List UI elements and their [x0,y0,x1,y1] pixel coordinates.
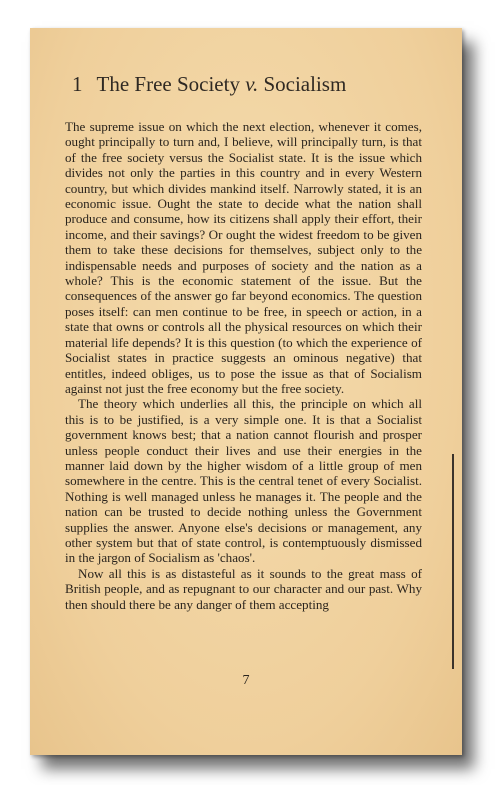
chapter-title-versus: v. [245,72,259,96]
chapter-title-end: Socialism [258,72,347,96]
paragraph-2: The theory which underlies all this, the principle on which all this is to be justified, is a very simple one. It is that a Socialist government knows best; that a nation cannot flourish and prosper unless people conduct their lives and use their energies in the manner laid down by the higher wisdom of a little group of men somewhere in the centre. This is the central tenet of every Socialist. Nothing is well managed unless he manages it. The people and the nation can be trusted to decide nothing unless the Government supplies the answer. Anyone else's decisions or management, any other system but that of state control, is contemptuously dismissed in the jargon of Socialism as 'chaos'. [65,396,422,566]
paragraph-1: The supreme issue on which the next election, whenever it comes, ought principally to turn and, I believe, will principally turn, is that of the free society versus the Socialist state. It is the issue which divides not only the parties in this country and in every Western country, but which divides mankind itself. Narrowly stated, it is an economic issue. Ought the state to decide what the nation shall produce and consume, how its citizens shall apply their effort, their income, and their savings? Or ought the widest freedom to be given them to take these decisions for themselves, subject only to the indispensable needs and purposes of society and the nation as a whole? This is the economic statement of the issue. But the consequences of the answer go far beyond economics. The question poses itself: can men continue to be free, in speech or action, in a state that owns or controls all the physical resources on which their material life depends? It is this question (to which the experience of Socialist states in practice suggests an ominous negative) that entitles, indeed obliges, us to pose the issue as that of Socialism against not just the free economy but the free society. [65,119,422,396]
book-page [30,28,462,755]
chapter-title-main: The Free Society [96,72,246,96]
body-text [65,119,422,612]
chapter-heading [72,72,346,97]
paragraph-3: Now all this is as distasteful as it sounds to the great mass of British people, and as repugnant to our character and our past. Why then should there be any danger of them accepting [65,565,422,612]
page-number: 7 [242,673,250,688]
margin-marking-line [452,454,454,669]
chapter-number: 1 [72,72,83,96]
